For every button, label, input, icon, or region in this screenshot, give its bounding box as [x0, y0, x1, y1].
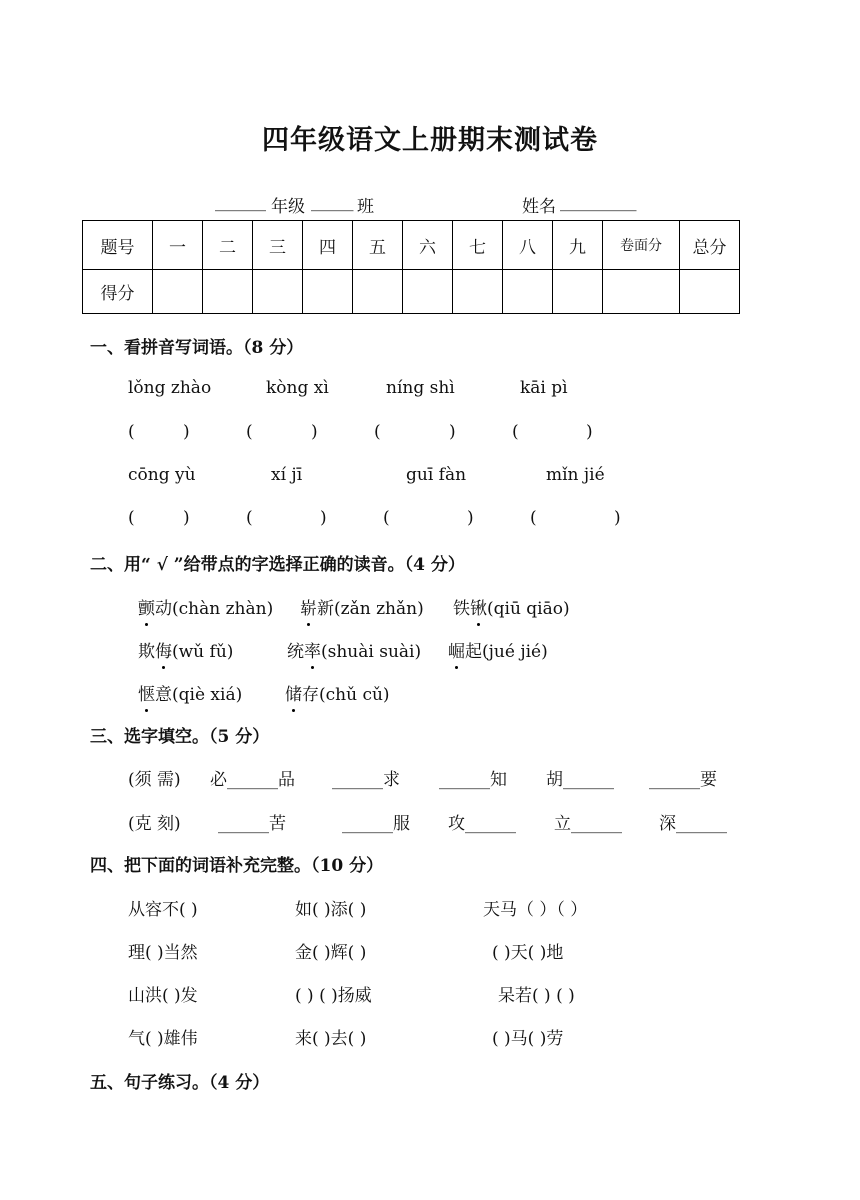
answer-bracket-close: ): [586, 422, 593, 442]
reading-rest: (wǔ fǔ): [172, 642, 234, 662]
answer-bracket-close: ): [614, 508, 621, 528]
fill-blank[interactable]: ______: [465, 814, 516, 834]
fill-char: 苦: [269, 814, 286, 834]
answer-bracket-open: (: [246, 422, 253, 442]
answer-bracket-open: (: [128, 508, 135, 528]
idiom-item[interactable]: ( )马( )劳: [492, 1029, 564, 1049]
table-header-cell: 八: [503, 221, 553, 270]
table-header-cell: 卷面分: [603, 221, 680, 270]
table-header-cell: 二: [203, 221, 253, 270]
pinyin: guī fàn: [406, 465, 467, 485]
fill-char: 知: [490, 770, 507, 790]
fill-blank[interactable]: ______: [563, 770, 614, 790]
choice-options: (克 刻): [128, 814, 181, 834]
reading-item[interactable]: [448, 637, 548, 662]
score-cell[interactable]: [353, 270, 403, 314]
table-header-cell: 七: [453, 221, 503, 270]
fill-blank[interactable]: ______: [649, 770, 700, 790]
score-cell[interactable]: [453, 270, 503, 314]
score-cell[interactable]: [603, 270, 680, 314]
answer-bracket-close: ): [320, 508, 327, 528]
dotted-char: 侮: [155, 637, 172, 662]
reading-item[interactable]: [300, 594, 424, 619]
idiom-item[interactable]: 从容不( ): [128, 900, 198, 920]
pinyin: kāi pì: [520, 378, 568, 398]
idiom-item[interactable]: 如( )添( ): [295, 900, 367, 920]
idiom-item[interactable]: 气( )雄伟: [128, 1029, 198, 1049]
reading-rest: 意(qiè xiá): [155, 685, 243, 705]
answer-bracket-open: (: [374, 422, 381, 442]
answer-bracket-open: (: [512, 422, 519, 442]
section-2-title: 二、用“ √ ”给带点的字选择正确的读音。（4 分）: [90, 555, 465, 575]
fill-blank[interactable]: ______: [342, 814, 393, 834]
reading-item[interactable]: [453, 594, 570, 619]
pinyin: cōng yù: [128, 465, 196, 485]
reading-rest: 起(jué jié): [465, 642, 548, 662]
fill-item[interactable]: [546, 765, 614, 790]
fill-item[interactable]: [448, 809, 516, 834]
dotted-char: 惬: [138, 680, 155, 705]
section-4-title: 四、把下面的词语补充完整。（10 分）: [90, 856, 384, 876]
pinyin: mǐn jié: [546, 465, 605, 485]
reading-pre: 铁: [453, 599, 470, 619]
fill-char: 要: [700, 770, 717, 790]
fill-blank[interactable]: ______: [439, 770, 490, 790]
table-header-cell: 五: [353, 221, 403, 270]
idiom-item[interactable]: 天马（ ）（ ）: [483, 900, 588, 920]
dotted-char: 锹: [470, 594, 487, 619]
score-table-score-row: [83, 270, 740, 314]
dotted-char: 颤: [138, 594, 155, 619]
table-header-cell: 一: [153, 221, 203, 270]
answer-bracket-open: (: [530, 508, 537, 528]
score-cell[interactable]: [253, 270, 303, 314]
score-cell[interactable]: [403, 270, 453, 314]
dotted-char: 崭: [300, 594, 317, 619]
reading-rest: 存(chǔ cǔ): [302, 685, 390, 705]
fill-char: 求: [383, 770, 400, 790]
choice-options: (须 需): [128, 770, 181, 790]
page-title: 四年级语文上册期末测试卷: [262, 125, 598, 156]
pinyin: xí jī: [271, 465, 303, 485]
fill-char: 深: [659, 814, 676, 834]
table-header-cell: 六: [403, 221, 453, 270]
reading-rest: (shuài suài): [321, 642, 422, 662]
fill-item[interactable]: [218, 809, 286, 834]
pinyin: níng shì: [386, 378, 455, 398]
fill-char: 必: [210, 770, 227, 790]
fill-char: 服: [393, 814, 410, 834]
idiom-item[interactable]: ( )天( )地: [492, 943, 564, 963]
answer-bracket-close: ): [311, 422, 318, 442]
fill-char: 品: [278, 770, 295, 790]
idiom-item[interactable]: 金( )辉( ): [295, 943, 367, 963]
reading-rest: 动(chàn zhàn): [155, 599, 274, 619]
section-5-title: 五、句子练习。（4 分）: [90, 1073, 270, 1093]
answer-bracket-open: (: [128, 422, 135, 442]
fill-blank[interactable]: ______: [227, 770, 278, 790]
grade-label: 年级: [271, 197, 305, 217]
name-label: 姓名: [522, 197, 556, 217]
dotted-char: 储: [285, 680, 302, 705]
reading-pre: 欺: [138, 642, 155, 662]
score-cell[interactable]: [153, 270, 203, 314]
pinyin: kòng xì: [266, 378, 329, 398]
fill-blank[interactable]: ______: [676, 814, 727, 834]
reading-item[interactable]: [138, 680, 242, 705]
reading-item[interactable]: [138, 637, 233, 662]
score-row-label: 得分: [83, 270, 153, 314]
dotted-char: 率: [304, 637, 321, 662]
pinyin: lǒng zhào: [128, 378, 212, 398]
table-header-cell: 九: [553, 221, 603, 270]
fill-item[interactable]: [439, 765, 507, 790]
table-header-cell: 题号: [83, 221, 153, 270]
reading-pre: 统: [287, 642, 304, 662]
section-1-title: 一、看拼音写词语。（8 分）: [90, 338, 304, 358]
dotted-char: 崛: [448, 637, 465, 662]
answer-bracket-close: ): [183, 508, 190, 528]
fill-char: 胡: [546, 770, 563, 790]
score-cell[interactable]: [503, 270, 553, 314]
score-cell[interactable]: [303, 270, 353, 314]
answer-bracket-close: ): [449, 422, 456, 442]
score-cell[interactable]: [680, 270, 740, 314]
answer-bracket-open: (: [246, 508, 253, 528]
answer-bracket-close: ): [467, 508, 474, 528]
fill-blank[interactable]: ______: [218, 814, 269, 834]
score-cell[interactable]: [203, 270, 253, 314]
reading-rest: 新(zǎn zhǎn): [317, 599, 424, 619]
idiom-item[interactable]: 山洪( )发: [128, 986, 198, 1006]
blank-class[interactable]: _____: [311, 192, 354, 212]
blank-grade[interactable]: ______: [215, 192, 266, 212]
table-header-cell: 总分: [680, 221, 740, 270]
fill-item[interactable]: [210, 765, 295, 790]
table-header-cell: 四: [303, 221, 353, 270]
reading-item[interactable]: [287, 637, 421, 662]
fill-item[interactable]: [554, 809, 622, 834]
score-cell[interactable]: [553, 270, 603, 314]
fill-item[interactable]: [649, 765, 717, 790]
reading-item[interactable]: [285, 680, 390, 705]
idiom-item[interactable]: 呆若( ) ( ): [498, 986, 575, 1006]
score-table-header-row: [83, 221, 740, 270]
fill-item[interactable]: [659, 809, 727, 834]
idiom-item[interactable]: 理( )当然: [128, 943, 198, 963]
fill-item[interactable]: [342, 809, 410, 834]
fill-blank[interactable]: ______: [332, 770, 383, 790]
idiom-item[interactable]: ( ) ( )扬威: [295, 986, 372, 1006]
reading-rest: (qiū qiāo): [487, 599, 570, 619]
reading-item[interactable]: [138, 594, 273, 619]
section-3-title: 三、选字填空。（5 分）: [90, 727, 270, 747]
answer-bracket-open: (: [383, 508, 390, 528]
score-table: [82, 220, 740, 314]
fill-item[interactable]: [332, 765, 400, 790]
fill-char: 攻: [448, 814, 465, 834]
fill-blank[interactable]: ______: [571, 814, 622, 834]
class-label: 班: [357, 197, 374, 217]
blank-name[interactable]: _________: [560, 192, 637, 212]
fill-char: 立: [554, 814, 571, 834]
answer-bracket-close: ): [183, 422, 190, 442]
table-header-cell: 三: [253, 221, 303, 270]
idiom-item[interactable]: 来( )去( ): [295, 1029, 367, 1049]
